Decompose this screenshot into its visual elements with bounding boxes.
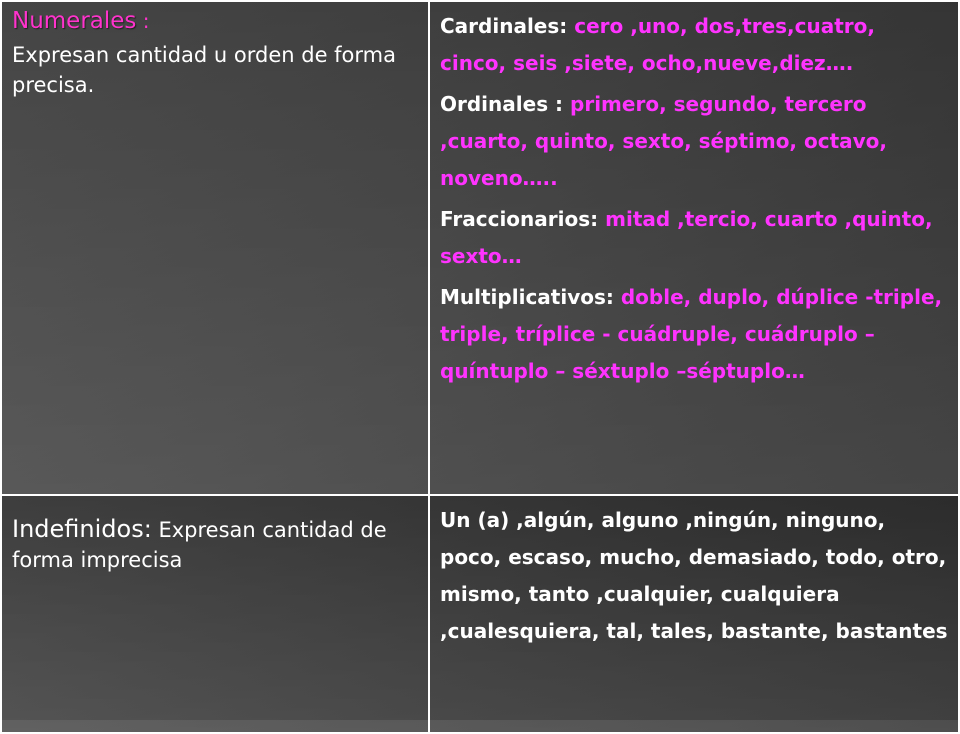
indefinidos-heading — [12, 514, 418, 575]
multiplicativos-label: Multiplicativos: — [440, 285, 614, 309]
numerales-title: Numerales — [12, 8, 137, 34]
indefinidos-title: Indefinidos: — [12, 515, 152, 543]
multiplicativos-block — [440, 279, 948, 390]
cardinales-block — [440, 8, 948, 82]
table-row-numerales — [1, 1, 959, 495]
ordinales-examples: primero, segundo, tercero ,cuarto, quinto, sexto, séptimo, octavo, noveno….. — [440, 92, 888, 190]
cell-numerales-examples — [429, 1, 959, 495]
numerales-colon: : — [136, 9, 150, 33]
table-row-indefinidos — [1, 495, 959, 733]
indefinidos-description: Expresan cantidad de forma imprecisa — [12, 518, 387, 572]
ordinales-block — [440, 86, 948, 197]
numerales-description: Expresan cantidad u orden de forma precisa. — [12, 43, 396, 97]
fraccionarios-block — [440, 201, 948, 275]
cardinales-examples: cero ,uno, dos,tres,cuatro, cinco, seis ,siete, ocho,nueve,diez…. — [440, 14, 875, 75]
fraccionarios-label: Fraccionarios: — [440, 207, 599, 231]
cell-indefinidos-examples — [429, 495, 959, 733]
indefinidos-examples: Un (a) ,algún, alguno ,ningún, ninguno, poco, escaso, mucho, demasiado, todo, otro, mismo, tanto ,cualquier, cualquiera ,cualesquiera, tal, tales, bastante, bastantes — [440, 508, 948, 643]
multiplicativos-examples: doble, duplo, dúplice -triple, triple, tríplice - cuádruple, cuádruplo –quíntuplo – séxtuplo –séptuplo… — [440, 285, 943, 383]
cell-indefinidos-heading — [1, 495, 429, 733]
ordinales-label: Ordinales : — [440, 92, 564, 116]
fraccionarios-examples: mitad ,tercio, cuarto ,quinto, sexto… — [440, 207, 933, 268]
numerales-heading — [12, 8, 418, 34]
cell-numerales-heading — [1, 1, 429, 495]
cardinales-label: Cardinales: — [440, 14, 568, 38]
